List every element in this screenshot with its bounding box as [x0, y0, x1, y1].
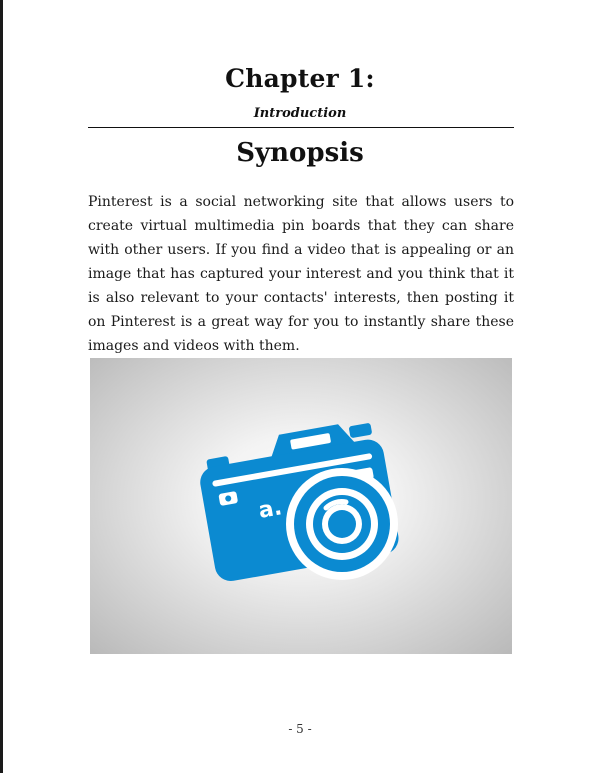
- chapter-title: Chapter 1:: [225, 64, 375, 93]
- svg-text:a.: a.: [256, 495, 284, 524]
- body-paragraph: Pinterest is a social networking site that allows users to create virtual multimedia pin boards that they can share with other users. If you find a video that is appealing or an image that has captured your interest and you think that it is also relevant to your contacts' interests, then posting it on Pinterest is a great way for you to instantly share these images and videos with them.: [88, 194, 514, 354]
- section-heading: Synopsis: [236, 138, 364, 168]
- camera-illustration: [90, 358, 512, 654]
- page-number: - 5 -: [288, 722, 312, 736]
- chapter-subtitle: Introduction: [253, 106, 347, 121]
- title-divider: [88, 127, 514, 128]
- camera-icon: [90, 358, 512, 654]
